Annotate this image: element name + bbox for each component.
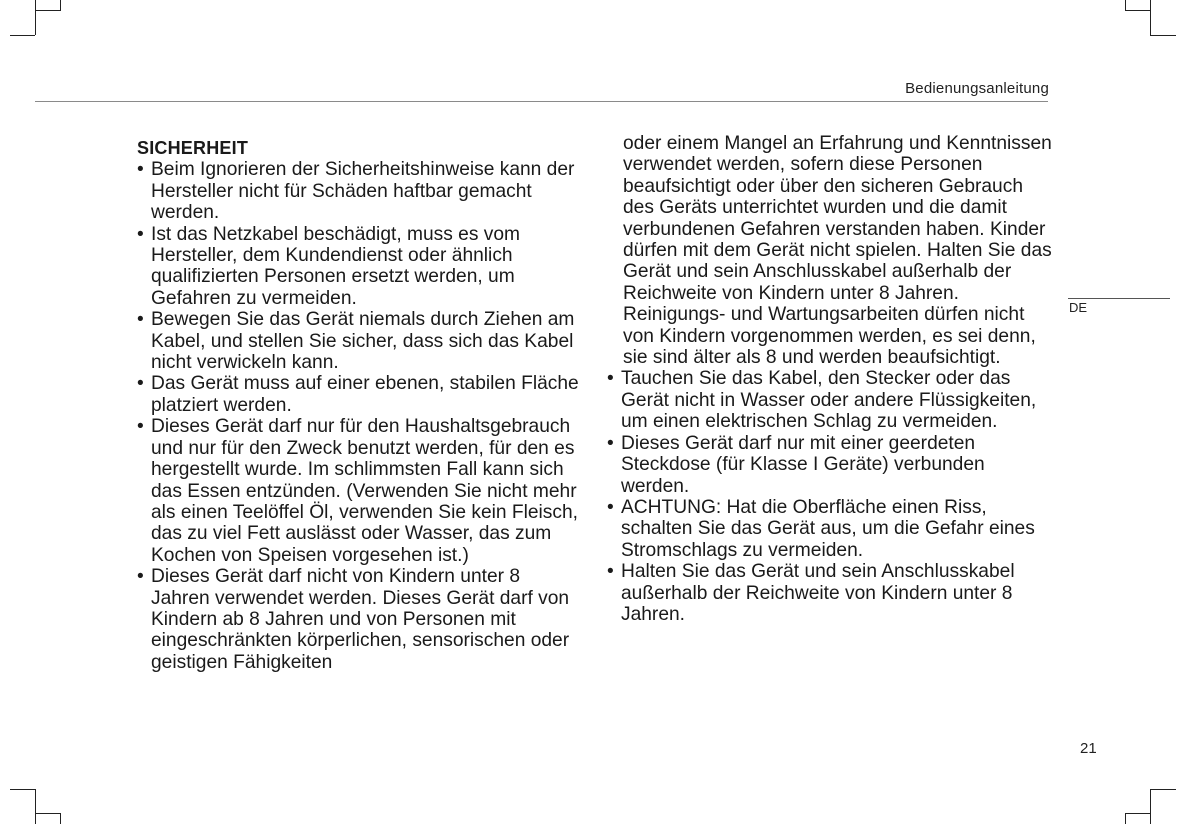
language-label: DE	[1069, 300, 1088, 315]
list-item: • Tauchen Sie das Kabel, den Stecker oder das Gerät nicht in Wasser oder andere Flüssigkeiten, um einen elektrischen Schlag zu vermeiden.	[607, 368, 1057, 432]
safety-list-left	[137, 159, 582, 673]
list-item: • Dieses Gerät darf nur mit einer geerdeten Steckdose (für Klasse I Geräte) verbunden werden.	[607, 433, 1057, 497]
list-item: • ACHTUNG: Hat die Oberfläche einen Riss, schalten Sie das Gerät aus, um die Gefahr eines Stromschlags zu vermeiden.	[607, 497, 1057, 561]
right-column	[607, 133, 1057, 625]
crop-mark-top-right-h	[1150, 35, 1176, 36]
crop-mark-bottom-right-h	[1150, 789, 1176, 790]
crop-mark-top-right-tick	[1125, 10, 1150, 11]
page-number: 21	[1080, 740, 1097, 757]
list-item-continuation: oder einem Mangel an Erfahrung und Kenntnissen verwendet werden, sofern diese Personen beaufsichtigt oder über den sicheren Gebrauch des Geräts unterrichtet wurden und die damit verbundenen Gefahren verstanden haben. Kinder dürfen mit dem Gerät nicht spielen. Halten Sie das Gerät und sein Anschlusskabel außerhalb der Reichweite von Kindern unter 8 Jahren. Reinigungs- und Wartungsarbeiten dürfen nicht von Kindern vorgenommen werden, es sei denn, sie sind älter als 8 und werden beaufsichtigt.	[623, 133, 1052, 369]
list-item: • Halten Sie das Gerät und sein Anschlusskabel außerhalb der Reichweite von Kindern unter 8 Jahren.	[607, 561, 1057, 625]
crop-mark-top-right-v	[1150, 0, 1151, 35]
list-item: • Ist das Netzkabel beschädigt, muss es vom Hersteller, dem Kundendienst oder ähnlich qualifizierten Personen ersetzt werden, um Gefahren zu vermeiden.	[137, 224, 582, 310]
crop-mark-bottom-left-tick	[35, 813, 60, 814]
list-item: • Dieses Gerät darf nicht von Kindern unter 8 Jahren verwendet werden. Dieses Gerät darf von Kindern ab 8 Jahren und von Personen mit eingeschränkten körperlichen, sensorischen oder geistigen Fähigkeiten	[137, 566, 582, 673]
crop-mark-top-right-tick-v	[1125, 0, 1126, 11]
language-divider	[1068, 298, 1170, 299]
crop-mark-top-left-v	[35, 0, 36, 35]
left-column	[137, 138, 582, 673]
header-divider	[35, 101, 1048, 102]
list-item: • Beim Ignorieren der Sicherheitshinweise kann der Hersteller nicht für Schäden haftbar gemacht werden.	[137, 159, 582, 223]
crop-mark-bottom-right-v	[1150, 789, 1151, 824]
list-item: • Bewegen Sie das Gerät niemals durch Ziehen am Kabel, und stellen Sie sicher, dass sich das Kabel nicht verwickeln kann.	[137, 309, 582, 373]
crop-mark-bottom-left-tick-v	[60, 813, 61, 824]
crop-mark-top-left-h	[10, 35, 35, 36]
safety-list-right	[607, 368, 1057, 625]
crop-mark-bottom-right-tick	[1125, 813, 1150, 814]
manual-title: Bedienungsanleitung	[905, 80, 1049, 97]
crop-mark-bottom-left-v	[35, 789, 36, 824]
crop-mark-bottom-left-h	[10, 789, 35, 790]
crop-mark-top-left-tick	[35, 10, 60, 11]
crop-mark-top-left-tick-v	[60, 0, 61, 11]
section-title: SICHERHEIT	[137, 138, 249, 158]
list-item: • Dieses Gerät darf nur für den Haushaltsgebrauch und nur für den Zweck benutzt werden, für den es hergestellt wurde. Im schlimmsten Fall kann sich das Essen entzünden. (Verwenden Sie nicht mehr als einen Teelöffel Öl, verwenden Sie kein Fleisch, das zu viel Fett auslässt oder Wasser, das zum Kochen von Speisen vorgesehen ist.)	[137, 416, 582, 566]
crop-mark-bottom-right-tick-v	[1125, 813, 1126, 824]
list-item: • Das Gerät muss auf einer ebenen, stabilen Fläche platziert werden.	[137, 373, 582, 416]
